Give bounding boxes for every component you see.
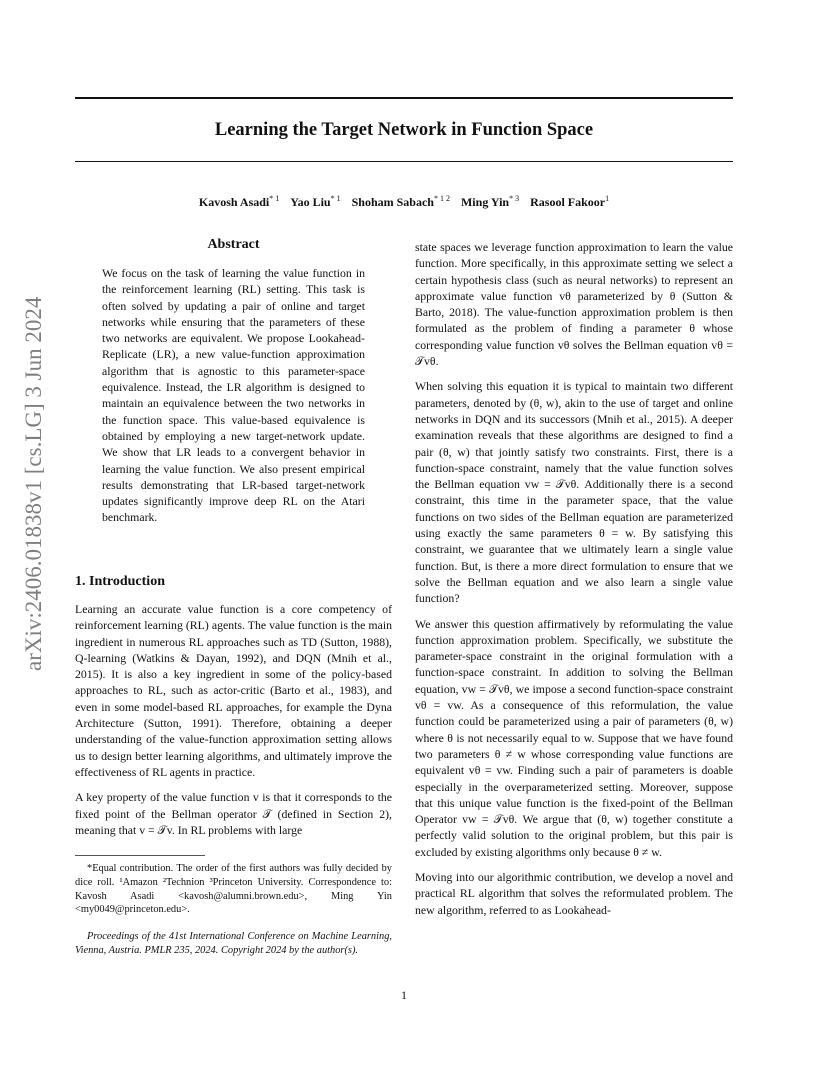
right-paragraph-3: We answer this question affirmatively by reformulating the value function approximation problem. Specifically, we substitute the parameter-space constraint in the original formulation with a function-space constraint. In addition to solving the Bellman equation, vw = 𝒯vθ, we impose a second function-space constraint vθ = vw. As a consequence of this reformulation, the value function could be parameterized using a pair of parameters (θ, w) where θ is not necessarily equal to w. Suppose that we have found two parameters θ ≠ w whose corresponding value functions are equivalent vθ = vw. Finding such a pair of parameters is doable especially in the overparameterized setting. Moreover, suppose that this unique value function is the fixed-point of the Bellman Operator vw = 𝒯vθ. We argue that (θ, w) together constitute a perfectly valid solution to the original problem, but this pair is excluded by existing algorithms only because θ ≠ w.	[415, 616, 733, 859]
paper-title: Learning the Target Network in Function Space	[214, 120, 594, 140]
page-number: 1	[401, 988, 407, 1002]
author-4: Ming Yin$^{* 3}$	[460, 194, 520, 209]
footnote: *Equal contribution. The order of the first authors was fully decided by dice roll. ¹Amazon ²Technion ³Princeton University. Correspondence to: Kavosh Asadi <kavosh@alumni.brown.edu>, Ming Yin <my0049@princeton.edu>.	[75, 863, 392, 916]
author-list	[75, 190, 733, 211]
right-paragraph-1: state spaces we leverage function approximation to learn the value function. More specifically, in this approximate setting we select a certain hypothesis class (such as neural networks) to represent an approximate value function vθ parameterized by θ (Sutton & Barto, 2018). The value-function approximation problem is then formulated as the problem of finding a parameter θ whose corresponding value function vθ solves the Bellman equation vθ = 𝒯vθ.	[415, 240, 733, 369]
abstract-heading: Abstract	[207, 237, 260, 252]
intro-paragraph-1: Learning an accurate value function is a core competency of reinforcement learning (RL) agents. The value function is the main ingredient in numerous RL approaches such as TD (Sutton, 1988), Q-learning (Watkins & Dayan, 1992), and DQN (Mnih et al., 2015). It is also a key ingredient in some of the policy-based approaches to RL, such as actor-critic (Barto et al., 1983), and even in some model-based RL approaches, for example the Dyna Architecture (Sutton, 1991). Therefore, obtaining a deeper understanding of the value-function approximation setting allows us to design better learning algorithms, and ultimately improve the effectiveness of RL agents in practice.	[75, 602, 392, 779]
abstract-text: We focus on the task of learning the value function in the reinforcement learning (RL) setting. This task is often solved by updating a pair of online and target networks while ensuring that the parameters of these two networks are equivalent. We propose Lookahead-Replicate (LR), a new value-function approximation algorithm that is agnostic to this parameter-space equivalence. Instead, the LR algorithm is designed to maintain an equivalence between the two networks in the function space. This value-based equivalence is obtained by employing a new target-network update. We show that LR leads to a convergent behavior in learning the value function. We also present empirical results demonstrating that LR-based target-network updates significantly improve deep RL on the Atari benchmark.	[102, 266, 365, 525]
author-5: Rasool Fakoor$^1$	[530, 194, 610, 209]
intro-paragraph-2: A key property of the value function v is that it corresponds to the fixed point of the Bellman operator 𝒯 (defined in Section 2), meaning that v = 𝒯v. In RL problems with large	[75, 790, 392, 837]
title-top-rule	[75, 97, 733, 99]
author-1: Kavosh Asadi$^{* 1}$	[198, 194, 280, 209]
right-paragraph-2: When solving this equation it is typical to maintain two different parameters, denoted by (θ, w), akin to the use of target and online networks in DQN and its successors (Mnih et al., 2015). A deeper examination reveals that these algorithms are designed to find a pair (θ, w) that jointly satisfy two constraints. First, there is a function-space constraint, namely that the value function solves the Bellman equation vw = 𝒯vθ. Additionally there is a second constraint, this time in the parameter space, that the value functions on two sides of the Bellman equation are parameterized using exactly the same parameters θ = w. By satisfying this constraint, we guarantee that we ultimately learn a single value function. But, is there a more direct formulation to ensure that we solve the Bellman equation and we also learn a single value function?	[415, 379, 733, 606]
author-2: Yao Liu$^{* 1}$	[290, 194, 341, 209]
title-bottom-rule	[75, 161, 733, 162]
intro-left-column	[75, 601, 392, 847]
arxiv-identifier: arXiv:2406.01838v1 [cs.LG] 3 Jun 2024	[21, 296, 46, 672]
right-column	[415, 239, 733, 927]
footnote-rule	[75, 855, 205, 856]
right-paragraph-4: Moving into our algorithmic contribution, we develop a novel and practical RL algorithm that solves the reformulated problem. The new algorithm, referred to as Lookahead-	[415, 869, 733, 917]
author-3: Shoham Sabach$^{* 1 2}$	[351, 194, 450, 209]
proceedings-note: Proceedings of the 41st International Conference on Machine Learning, Vienna, Austria. PMLR 235, 2024. Copyright 2024 by the author(s).	[75, 931, 392, 956]
section-heading: 1. Introduction	[75, 574, 165, 589]
